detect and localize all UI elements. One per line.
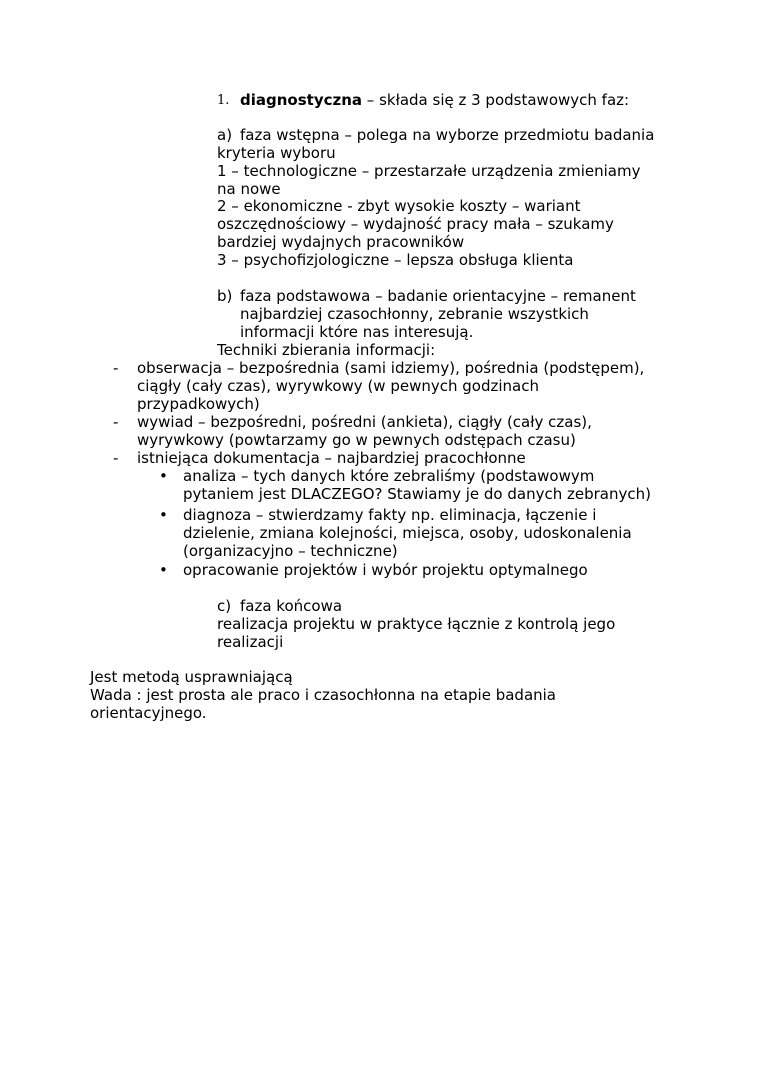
phase-a-title: faza wstępna – polega na wyborze przedmiotu badania	[240, 126, 655, 144]
list-item-line: dzielenie, zmiana kolejności, miejsca, osoby, udoskonalenia	[183, 524, 632, 542]
bullet-marker: •	[159, 467, 168, 485]
list-item-line: przypadkowych)	[137, 395, 260, 413]
closing-line: orientacyjnego.	[90, 704, 207, 722]
list-item-line: istniejąca dokumentacja – najbardziej pracochłonne	[137, 449, 526, 467]
dash-marker: -	[113, 449, 119, 467]
phase-a-line: bardziej wydajnych pracowników	[217, 233, 465, 251]
techniques-heading: Techniki zbierania informacji:	[217, 341, 436, 359]
phase-c-label: c)	[217, 597, 232, 615]
phase-c-line: realizacji	[217, 633, 284, 651]
list-item-line: wywiad – bezpośredni, pośredni (ankieta), ciągły (cały czas),	[137, 413, 592, 431]
closing-line: Jest metodą usprawniającą	[90, 668, 293, 686]
phase-a-label: a)	[217, 126, 233, 144]
bullet-marker: •	[159, 506, 168, 524]
dash-marker: -	[113, 413, 119, 431]
phase-a-line: na nowe	[217, 180, 281, 198]
list-item-line: (organizacyjno – techniczne)	[183, 542, 398, 560]
phase-b-line: informacji które nas interesują.	[240, 323, 474, 341]
phase-b-label: b)	[217, 287, 233, 305]
bullet-marker: •	[159, 561, 168, 579]
phase-a-line: 2 – ekonomiczne - zbyt wysokie koszty – wariant	[217, 197, 581, 215]
list-item-line: analiza – tych danych które zebraliśmy (podstawowym	[183, 467, 595, 485]
phase-c-title: faza końcowa	[240, 597, 343, 615]
list-item-line: pytaniem jest DLACZEGO? Stawiamy je do danych zebranych)	[183, 485, 651, 503]
heading-term: diagnostyczna	[240, 91, 363, 109]
dash-marker: -	[113, 359, 119, 377]
list-item-line: wyrywkowy (powtarzamy go w pewnych odstępach czasu)	[137, 431, 576, 449]
list-item-line: diagnoza – stwierdzamy fakty np. eliminacja, łączenie i	[183, 506, 597, 524]
list-item-line: opracowanie projektów i wybór projektu optymalnego	[183, 561, 588, 579]
phase-a-line: 3 – psychofizjologiczne – lepsza obsługa klienta	[217, 251, 574, 269]
closing-line: Wada : jest prosta ale praco i czasochłonna na etapie badania	[90, 686, 557, 704]
phase-b-line: najbardziej czasochłonny, zebranie wszystkich	[240, 305, 589, 323]
list-number: 1.	[217, 93, 230, 108]
phase-b-line: faza podstawowa – badanie orientacyjne – remanent	[240, 287, 636, 305]
phase-a-line: kryteria wyboru	[217, 144, 336, 162]
phase-c-line: realizacja projektu w praktyce łącznie z kontrolą jego	[217, 615, 616, 633]
phase-a-line: 1 – technologiczne – przestarzałe urządzenia zmieniamy	[217, 162, 641, 180]
heading-rest: – składa się z 3 podstawowych faz:	[362, 91, 630, 109]
list-item-line: ciągły (cały czas), wyrywkowy (w pewnych godzinach	[137, 377, 539, 395]
heading-line	[240, 91, 629, 109]
phase-a-line: oszczędnościowy – wydajność pracy mała – szukamy	[217, 215, 614, 233]
list-item-line: obserwacja – bezpośrednia (sami idziemy), pośrednia (podstępem),	[137, 359, 645, 377]
